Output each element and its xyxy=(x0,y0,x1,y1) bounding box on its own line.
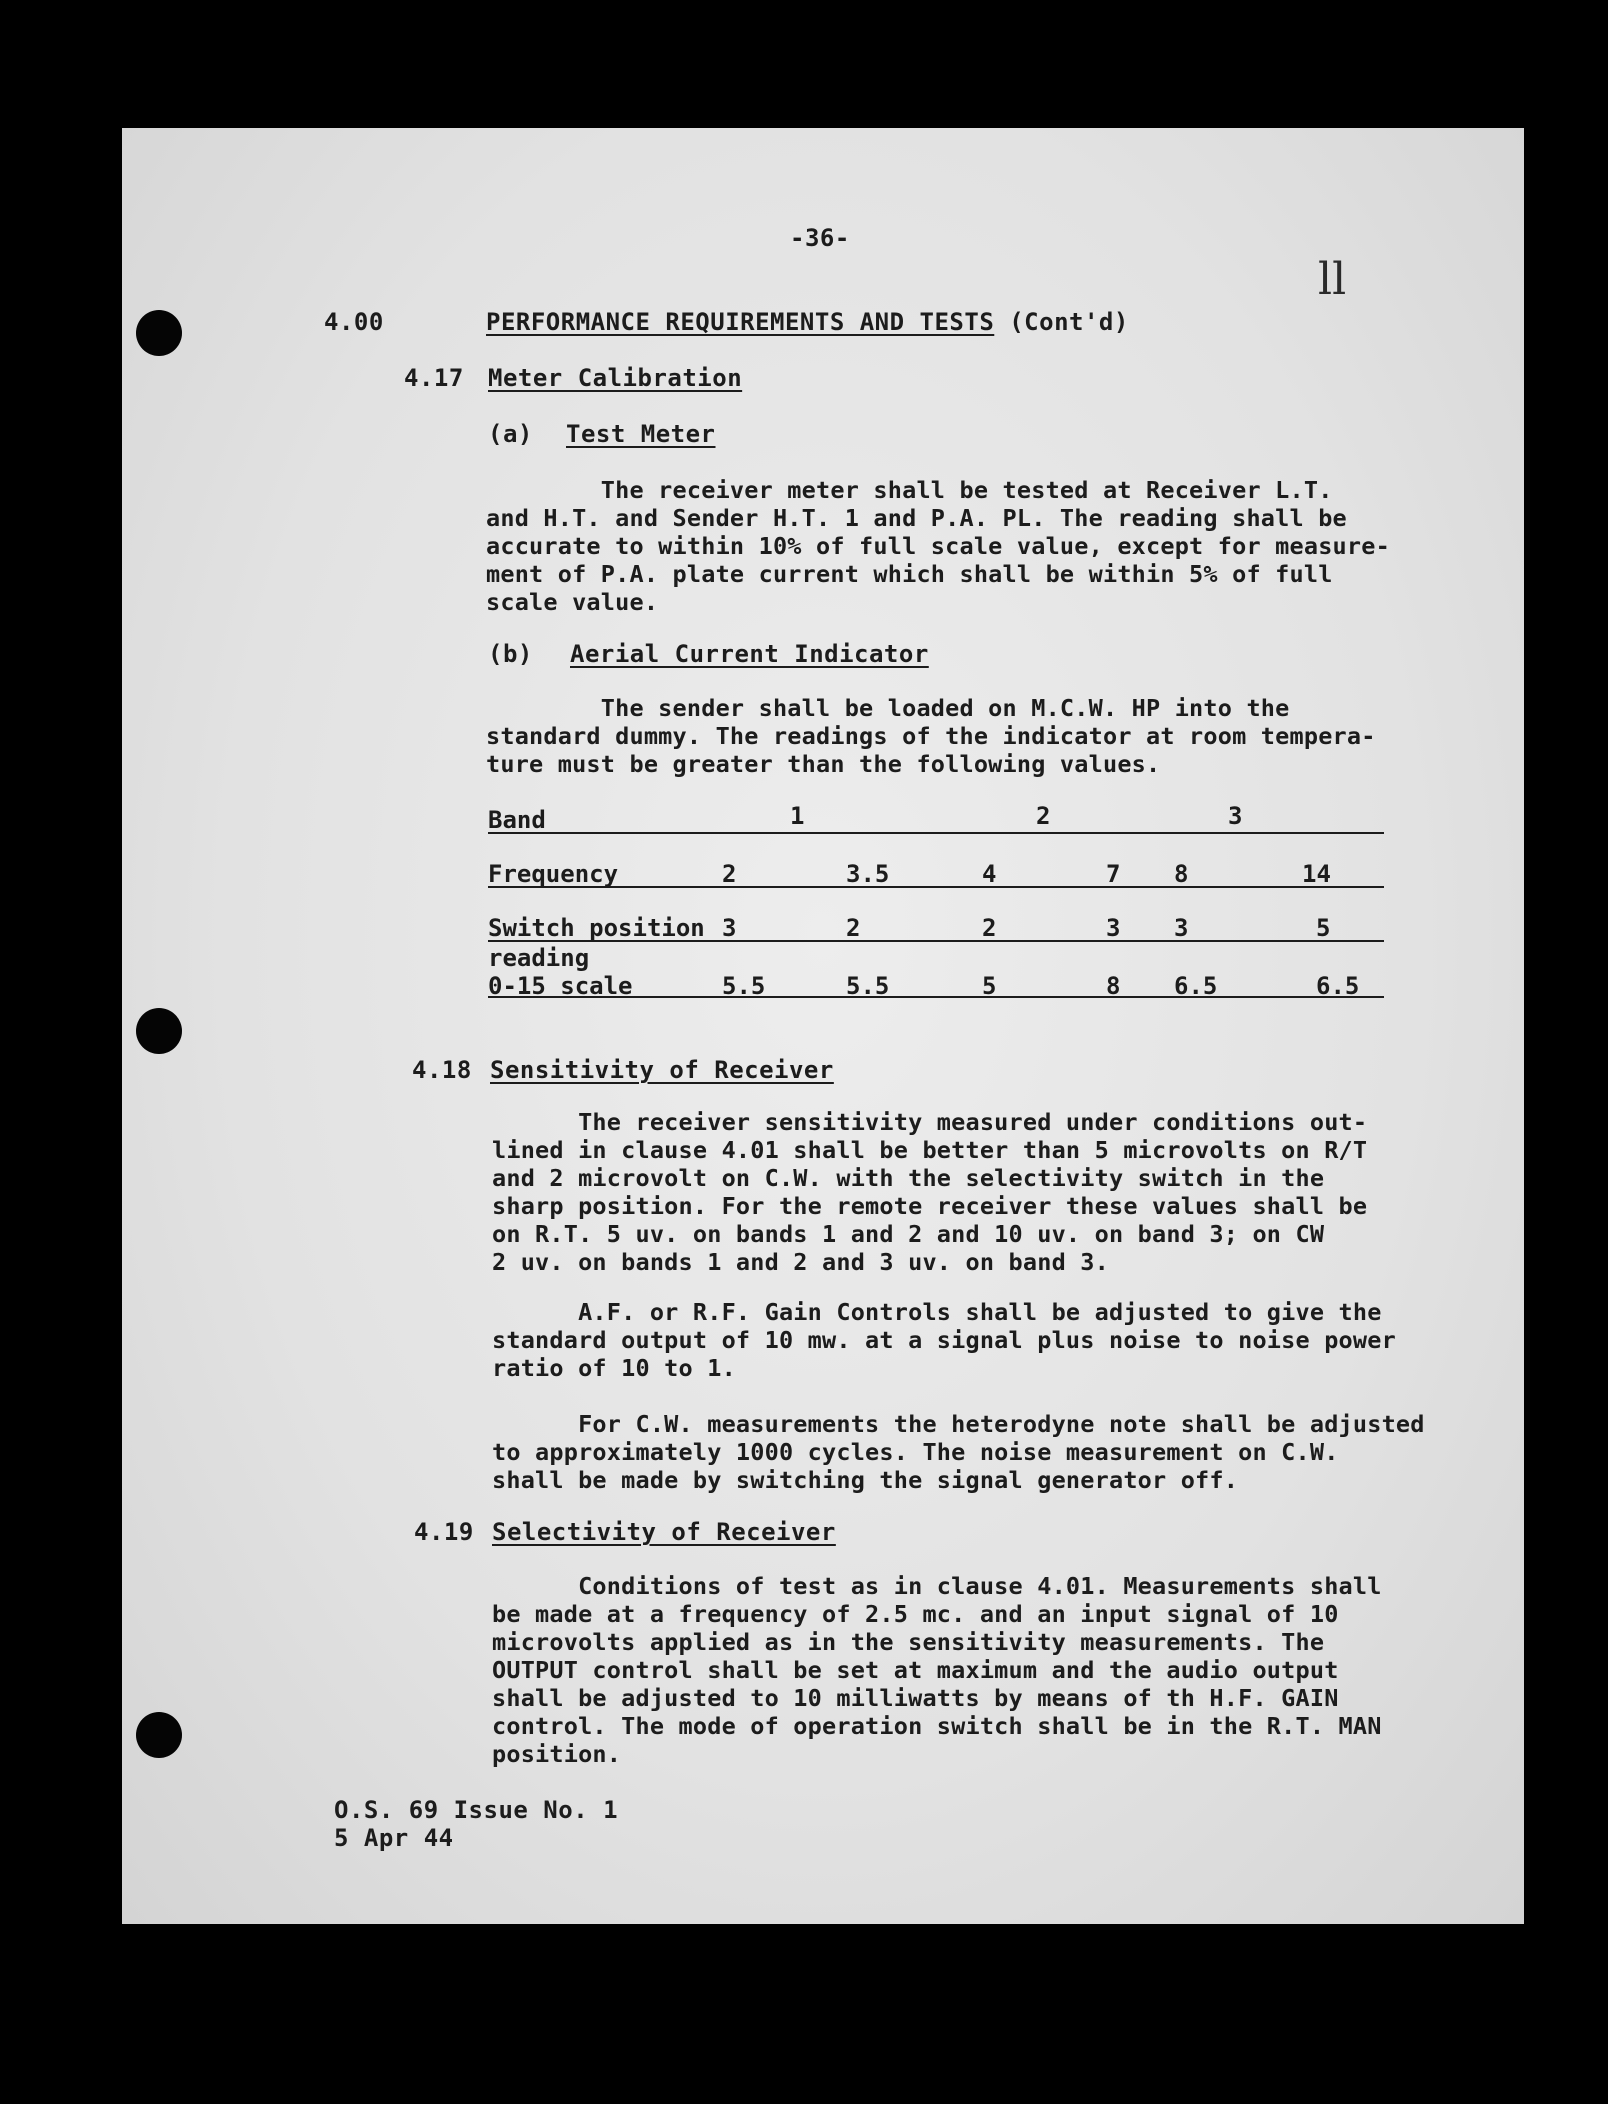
table-cell: 3 xyxy=(1174,914,1189,942)
clause-title: Meter Calibration xyxy=(488,364,743,392)
table-cell: 4 xyxy=(982,860,997,888)
subclause-title: Test Meter xyxy=(566,420,716,448)
punch-hole xyxy=(136,310,182,356)
table-cell: 3 xyxy=(1228,802,1243,830)
table-cell: 5.5 xyxy=(846,972,890,1000)
table-cell: 14 xyxy=(1302,860,1331,888)
table-cell: 3 xyxy=(1106,914,1121,942)
section-title: PERFORMANCE REQUIREMENTS AND TESTS (Cont'd) xyxy=(486,308,1129,336)
section-number: 4.00 xyxy=(324,308,384,336)
table-label: Switch position xyxy=(488,914,705,942)
table-cell: 7 xyxy=(1106,860,1121,888)
table-label: Band xyxy=(488,806,546,834)
document-reference: O.S. 69 Issue No. 1 xyxy=(334,1796,619,1824)
subclause-label: (b) xyxy=(488,640,533,668)
table-label: 0-15 scale xyxy=(488,972,633,1000)
clause-title: Sensitivity of Receiver xyxy=(490,1056,834,1084)
subclause-label: (a) xyxy=(488,420,533,448)
table-cell: 8 xyxy=(1174,860,1189,888)
table-rule xyxy=(488,886,1384,888)
punch-hole xyxy=(136,1712,182,1758)
table-cell: 6.5 xyxy=(1174,972,1218,1000)
subclause-title: Aerial Current Indicator xyxy=(570,640,929,668)
table-cell: 2 xyxy=(722,860,737,888)
table-cell: 3.5 xyxy=(846,860,890,888)
table-cell: 1 xyxy=(790,802,805,830)
table-cell: 2 xyxy=(982,914,997,942)
table-cell: 2 xyxy=(1036,802,1051,830)
table-label: reading xyxy=(488,944,590,972)
table-rule xyxy=(488,832,1384,834)
document-date: 5 Apr 44 xyxy=(334,1824,454,1852)
clause-number: 4.19 xyxy=(414,1518,474,1546)
table-cell: 3 xyxy=(722,914,737,942)
table-cell: 5 xyxy=(1316,914,1331,942)
clause-title: Selectivity of Receiver xyxy=(492,1518,836,1546)
table-cell: 8 xyxy=(1106,972,1121,1000)
table-label: Frequency xyxy=(488,860,619,888)
table-cell: 5.5 xyxy=(722,972,766,1000)
table-cell: 2 xyxy=(846,914,861,942)
clause-number: 4.18 xyxy=(412,1056,472,1084)
handwritten-mark: ll xyxy=(1318,254,1347,305)
punch-hole xyxy=(136,1008,182,1054)
page-number: -36- xyxy=(790,224,850,252)
table-cell: 5 xyxy=(982,972,997,1000)
table-cell: 6.5 xyxy=(1316,972,1360,1000)
table-rule xyxy=(488,940,1384,942)
clause-number: 4.17 xyxy=(404,364,464,392)
table-rule xyxy=(488,996,1384,998)
